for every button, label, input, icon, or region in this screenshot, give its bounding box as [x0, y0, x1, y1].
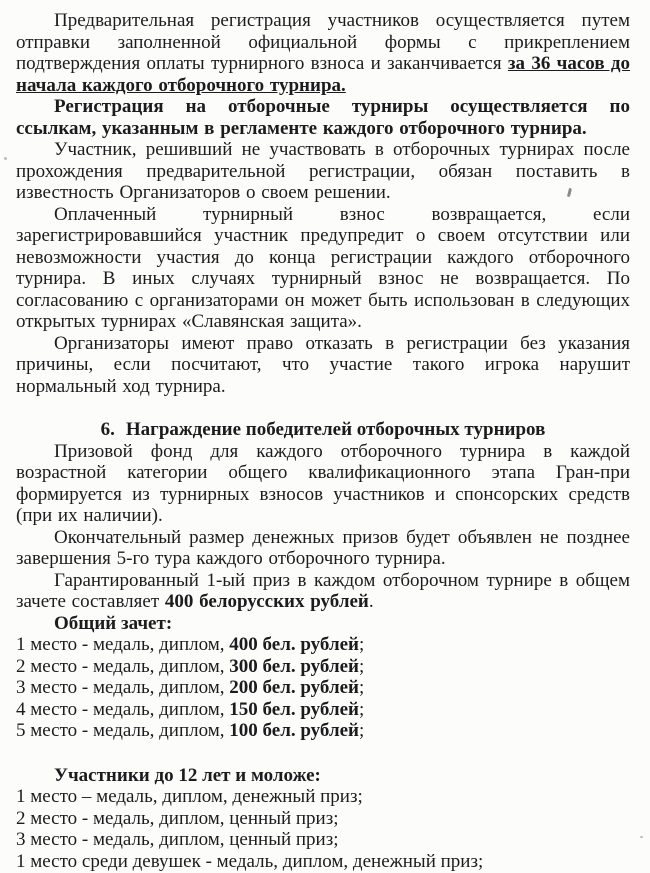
paragraph-final-prize-size: Окончательный размер денежных призов будет объявлен не позднее завершения 5-го тура каждого отборочного турнира. — [16, 526, 630, 569]
overall-prize-item-3 — [16, 677, 630, 699]
youth-prize-item-2: 2 место - медаль, диплом, ценный приз; — [16, 807, 339, 829]
paragraph-tail: . — [368, 591, 374, 612]
prize-item-text: 2 место - медаль, диплом, — [16, 655, 230, 677]
overall-prize-item-4 — [16, 699, 630, 721]
scan-artifact-dot — [640, 836, 643, 838]
paragraph-guaranteed-prize — [16, 570, 630, 613]
prize-amount: 300 бел. рублей — [229, 655, 359, 677]
prize-item-text: 4 место - медаль, диплом, — [16, 698, 230, 720]
paragraph-prize-fund: Призовой фонд для каждого отборочного турнира в каждой возрастной категории общего квалификационного этапа Гран-при формируется из турнирных взносов участников и спонсорских средств (при их наличии). — [16, 440, 630, 526]
youth-prize-item-3: 3 место - медаль, диплом, ценный приз; — [16, 829, 339, 850]
overall-prize-item-2 — [16, 656, 630, 678]
paragraph-registration-links: Регистрация на отборочные турниры осуществляется по ссылкам, указанным в регламенте каждого отборочного турнира. — [16, 96, 630, 139]
registration-deadline-emphasis: за 36 часов до начала каждого отборочного турнира. — [16, 53, 631, 96]
scan-artifact-dot — [4, 157, 7, 160]
paragraph-text: Предварительная регистрация участников осуществляется путем отправки заполненной официальной формы с прикреплением подтверждения оплаты турнирного взноса и заканчивается — [16, 10, 630, 74]
prize-item-text: 3 место - медаль, диплом, — [16, 677, 230, 698]
youth-prize-item-4: 1 место среди девушек - медаль, диплом, денежный приз; — [16, 850, 484, 872]
prize-amount: 200 бел. рублей — [229, 677, 359, 698]
prize-item-tail: ; — [359, 677, 365, 698]
prize-item-tail: ; — [359, 698, 365, 720]
youth-prize-item-1: 1 место – медаль, диплом, денежный приз; — [16, 786, 363, 807]
prize-item-tail: ; — [359, 720, 365, 741]
prize-amount: 100 бел. рублей — [229, 720, 359, 741]
paragraph-registration-refusal: Организаторы имеют право отказать в регистрации без указания причины, если посчитают, что участие такого игрока нарушит нормальный ход турнира. — [16, 332, 630, 397]
prize-amount: 150 бел. рублей — [229, 698, 359, 720]
section-title: Награждение победителей отборочных турниров — [125, 419, 546, 440]
prize-item-tail: ; — [359, 655, 365, 677]
overall-standings-title: Общий зачет: — [54, 612, 173, 634]
overall-prize-item-1 — [16, 634, 630, 656]
paragraph-preliminary-registration — [16, 10, 630, 96]
paragraph-text: Гарантированный 1-ый приз в каждом отборочном турнире в общем зачете составляет — [16, 569, 630, 612]
youth-category-title: Участники до 12 лет и моложе: — [54, 764, 321, 786]
prize-item-text: 1 место - медаль, диплом, — [16, 634, 230, 655]
guaranteed-amount: 400 белорусских рублей — [164, 591, 369, 612]
paragraph-fee-refund: Оплаченный турнирный взнос возвращается, если зарегистрировавшийся участник предупредит о своем отсутствии или невозможности участия до конца регистрации каждого отборочного турнира. В иных случаях турнирный взнос не возвращается. По согласованию с организаторами он может быть использован в следующих открытых турнирах «Славянская защита». — [16, 203, 630, 332]
prize-item-text: 5 место - медаль, диплом, — [16, 720, 230, 741]
overall-prize-item-5 — [16, 720, 630, 742]
section-number: 6. — [100, 419, 115, 440]
section-6-heading — [16, 419, 630, 441]
paragraph-withdrawal-notice: Участник, решивший не участвовать в отборочных турнирах после прохождения предварительной регистрации, обязан поставить в известность Организаторов о своем решении. — [16, 139, 630, 203]
prize-amount: 400 бел. рублей — [229, 634, 359, 655]
prize-item-tail: ; — [359, 634, 365, 655]
